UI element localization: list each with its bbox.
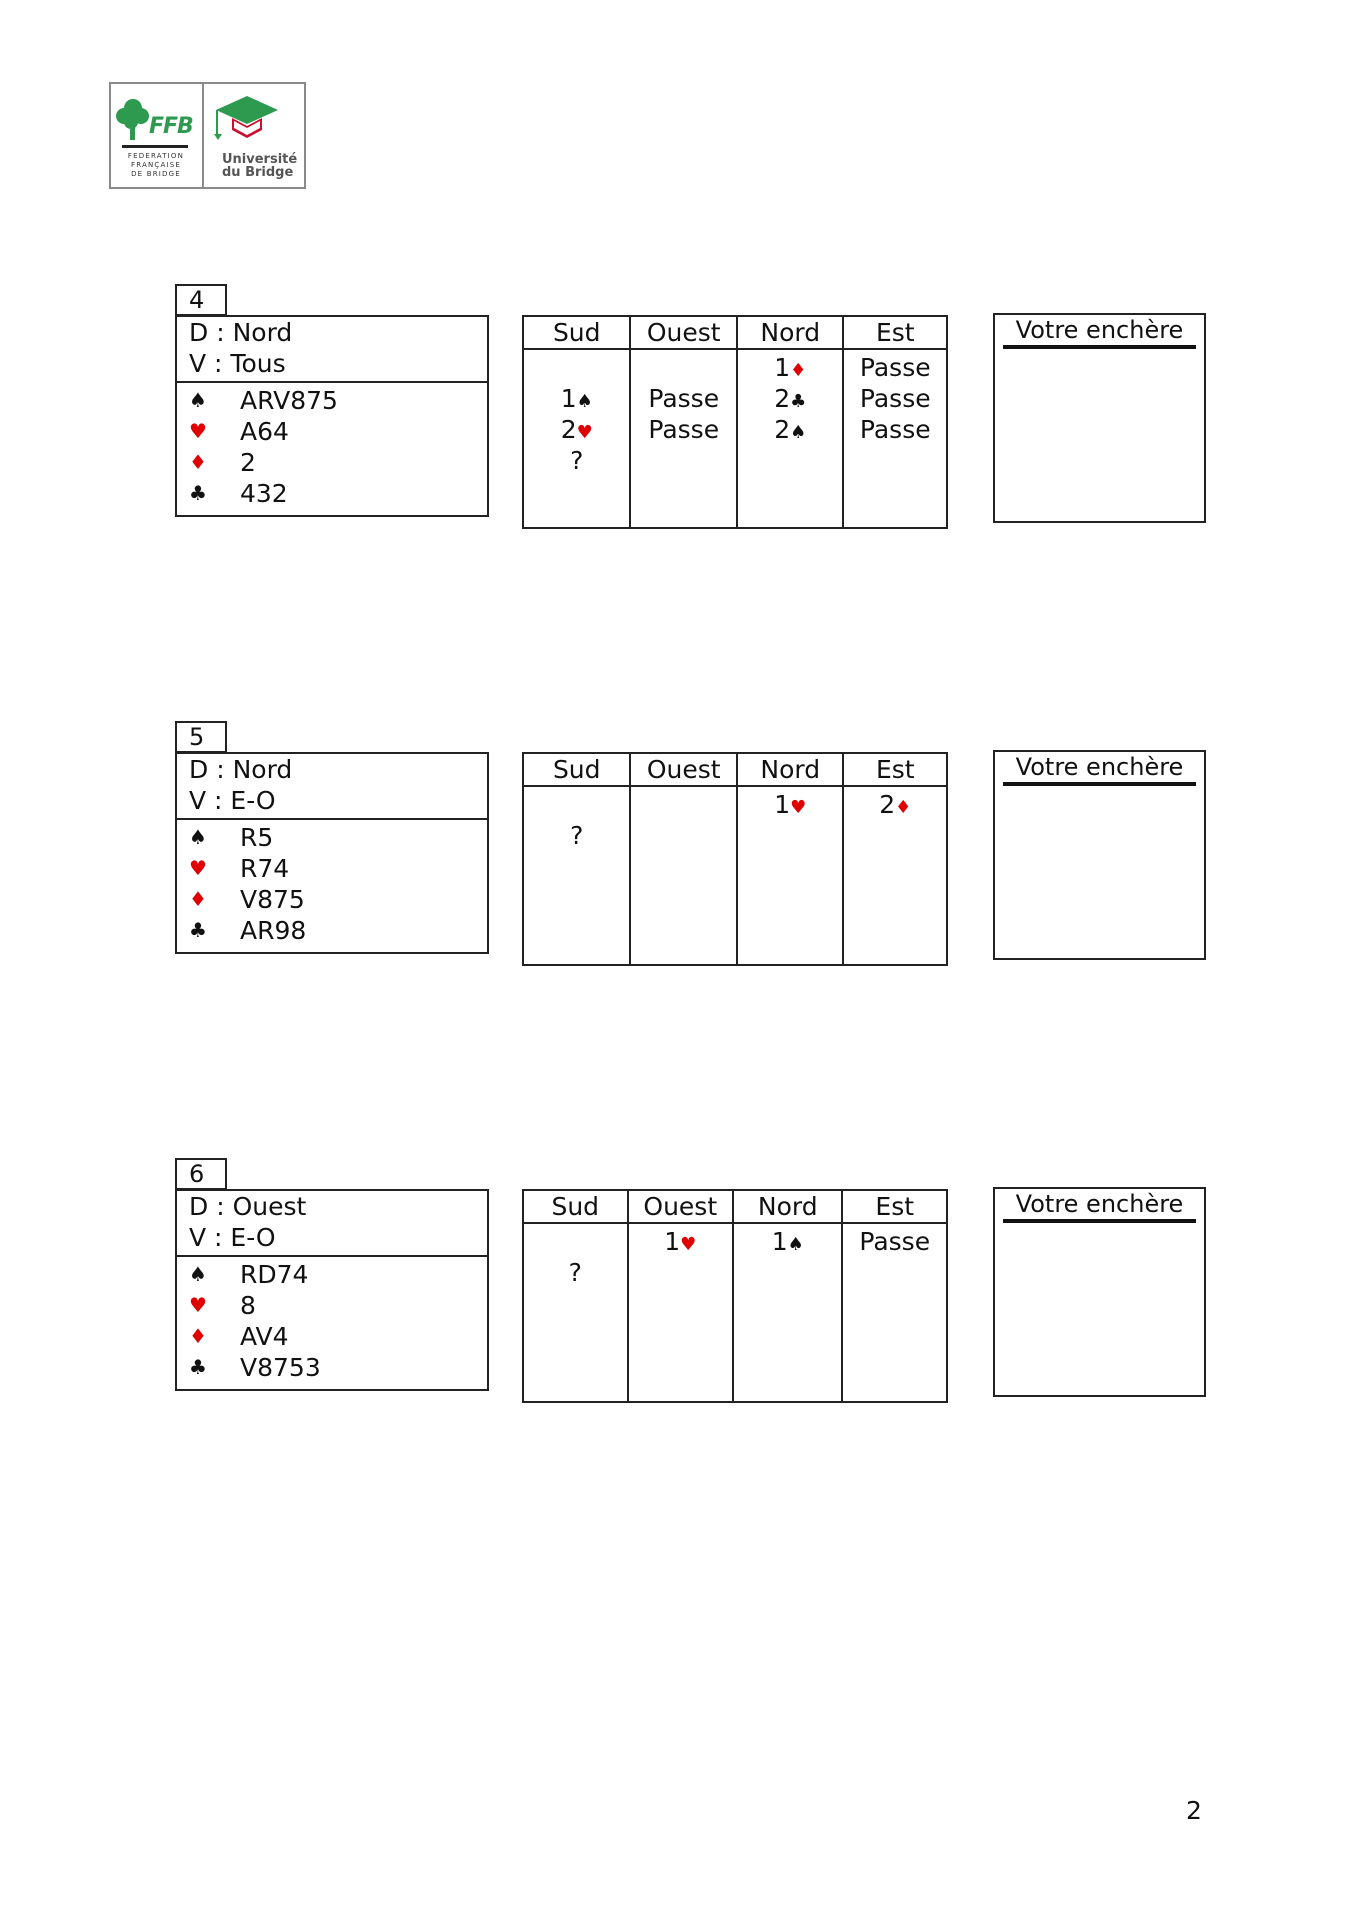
bid-column-est: Est 2♦ [844,754,946,964]
board-4 [0,284,1357,534]
clubs-row: ♣ 432 [189,479,288,508]
heart-icon: ♥ [189,856,207,880]
diamonds-row: ♦ 2 [189,448,256,477]
bid-cell: Passe [648,415,720,444]
spades-row: ♠ RD74 [189,1260,309,1289]
university-text: Université du Bridge [222,152,298,180]
bid-cell: Passe [859,384,931,413]
bid-cell: 1♦ [774,353,807,382]
club-icon: ♣ [790,391,807,412]
bid-cell: 2♠ [774,415,807,444]
spade-icon: ♠ [787,1234,804,1255]
bid-column-est: Est Passe [843,1191,946,1401]
bid-cell: 1♠ [771,1227,804,1256]
bid-cell: 1♥ [664,1227,697,1256]
bid-cell: 2♣ [774,384,807,413]
bid-cell [631,352,736,383]
bid-cell: ? [570,446,584,475]
ffb-logo-panel [111,84,204,187]
logo-divider [122,145,188,148]
heart-icon: ♥ [189,419,207,443]
dealer: D : Nord [189,318,293,347]
answer-box[interactable] [993,1187,1206,1397]
bidding-table [522,1189,948,1403]
answer-label: Votre enchère [1003,1189,1196,1223]
bid-column-sud: Sud ? [524,1191,629,1401]
hearts-row: ♥ A64 [189,417,289,446]
spade-icon: ♠ [790,422,807,443]
bid-cell: 2♥ [560,415,593,444]
bid-cell [524,1226,627,1257]
dealer: D : Ouest [189,1192,307,1221]
heart-icon: ♥ [680,1234,697,1255]
bid-cell: 1♥ [774,790,807,819]
answer-label: Votre enchère [1003,752,1196,786]
heart-icon: ♥ [576,422,593,443]
vulnerability: V : E-O [189,786,276,815]
answer-box[interactable] [993,313,1206,523]
bid-cell [524,789,629,820]
diamond-icon: ♦ [790,360,807,381]
spade-icon: ♠ [189,388,207,412]
bid-column-ouest: Ouest [631,754,738,964]
hand-box [175,752,489,954]
vulnerability: V : Tous [189,349,286,378]
bid-column-sud: Sud 1♠ 2♥ ? [524,317,631,527]
club-icon: ♣ [189,1355,207,1379]
bid-cell: ? [568,1258,582,1287]
board-5 [0,721,1357,971]
bid-cell [524,352,629,383]
diamonds-row: ♦ V875 [189,885,305,914]
answer-label: Votre enchère [1003,315,1196,349]
hearts-row: ♥ R74 [189,854,290,883]
ffb-logo [109,82,306,189]
diamond-icon: ♦ [189,450,207,474]
bid-column-ouest: Ouest Passe Passe [631,317,738,527]
bidding-table [522,315,948,529]
hand-box [175,315,489,517]
diamond-icon: ♦ [189,887,207,911]
hand-box [175,1189,489,1391]
bid-column-nord: Nord 1♦ 2♣ 2♠ [738,317,845,527]
bid-cell: Passe [859,1227,931,1256]
deal-number: 6 [175,1158,227,1190]
federation-text: FEDERATION FRANÇAISE DE BRIDGE [127,152,185,178]
diamond-icon: ♦ [189,1324,207,1348]
bid-column-ouest: Ouest 1♥ [629,1191,735,1401]
diamonds-row: ♦ AV4 [189,1322,289,1351]
club-icon: ♣ [189,918,207,942]
spade-icon: ♠ [576,391,593,412]
page-number: 2 [1186,1796,1202,1825]
deal-number: 5 [175,721,227,753]
heart-icon: ♥ [790,797,807,818]
vulnerability: V : E-O [189,1223,276,1252]
graduation-cap-icon [212,94,282,144]
ffb-wordmark: FFB [149,114,193,139]
university-logo-panel [204,84,304,187]
bid-column-sud: Sud ? [524,754,631,964]
board-6 [0,1158,1357,1408]
diamond-icon: ♦ [895,797,912,818]
bid-cell: Passe [859,415,931,444]
spades-row: ♠ ARV875 [189,386,338,415]
answer-box[interactable] [993,750,1206,960]
bid-cell: Passe [648,384,720,413]
clubs-row: ♣ V8753 [189,1353,321,1382]
bidding-table [522,752,948,966]
hearts-row: ♥ 8 [189,1291,256,1320]
deal-number: 4 [175,284,227,316]
spade-icon: ♠ [189,825,207,849]
bid-cell: 1♠ [560,384,593,413]
bid-cell: Passe [859,353,931,382]
spade-icon: ♠ [189,1262,207,1286]
bid-column-est: Est Passe Passe Passe [844,317,946,527]
bid-column-nord: Nord 1♥ [738,754,845,964]
dealer: D : Nord [189,755,293,784]
club-icon: ♣ [189,481,207,505]
bid-cell: 2♦ [879,790,912,819]
spades-row: ♠ R5 [189,823,274,852]
bid-cell: ? [570,821,584,850]
heart-icon: ♥ [189,1293,207,1317]
bid-column-nord: Nord 1♠ [734,1191,843,1401]
clubs-row: ♣ AR98 [189,916,307,945]
